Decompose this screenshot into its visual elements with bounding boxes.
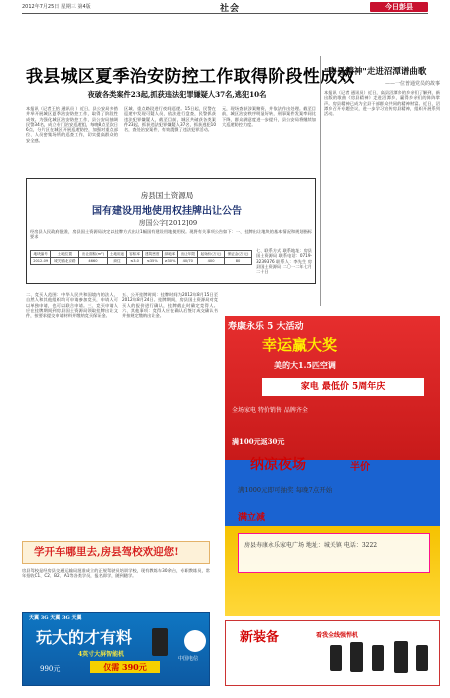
phone-image [372, 645, 384, 671]
table-cell: 400 [198, 258, 225, 265]
right-story-title: "房县精神"走进沼潭谱曲歌 [324, 67, 427, 77]
ad-gift: 满立减 [238, 513, 266, 523]
table-cell: 80 [225, 258, 252, 265]
china-telecom-label: 中国电信 [178, 656, 199, 662]
column-divider [320, 56, 321, 306]
table-cell: ≤35% [142, 258, 162, 265]
page-header [22, 0, 428, 14]
phone-ad-subtitle: 看我全线强悍机 [316, 632, 359, 639]
phone-image [350, 642, 363, 672]
paper-logo: 今日彭县 [370, 2, 428, 12]
notice-intro: 经房县人民政府批准，房县国土资源局决定以挂牌方式出让1幅国有建设用地使用权。现将有关事项公告如下：一、挂牌出让地块的基本情况和规划指标要求 [30, 229, 312, 240]
table-header-cell: 绿地率 [162, 251, 178, 258]
ad-top-text: 寿康永乐 5 大活动 [228, 322, 304, 332]
driving-school-body: 房县驾校是经房县交通运输局批准成立的正规驾驶员培训学校，现有教练车30余台，专职教练员，常年招收C1、C2、B2、A1等各类学员，报名即学，随到随学。 [22, 568, 210, 579]
table-header-cell: 容积率 [127, 251, 143, 258]
ad-half-price: 半价 [350, 462, 370, 473]
table-header-cell: 保证金(万元) [225, 251, 252, 258]
table-cell: ≤3.0 [127, 258, 143, 265]
table-cell: 40/70 [178, 258, 198, 265]
phone-image [394, 641, 408, 673]
table-header-cell: 地块编号 [31, 251, 51, 258]
main-story-col2: 区域、重点路段进行夜间巡逻。15日起，民警在巡逻中发现可疑人员，依法进行盘查，民警抓获违法犯罪嫌疑人，截至目前，城区共破获各类案件23起，抓获违法犯罪嫌疑人37名，抓获逃犯10名，查处治安案件，有效震慑了违法犯罪活动。 [124, 106, 216, 133]
phone-image [152, 628, 168, 656]
ad-item-1: 全场家电 特价销售 品牌齐全 [232, 407, 308, 414]
notice-code: 房国公字[2012]09 [138, 219, 198, 227]
issue-date: 2012年7月25日 星期三 第4版 [22, 4, 91, 10]
table-cell: 4660 [79, 258, 107, 265]
ad-mid-banner: 家电 最低价 5周年庆 [262, 378, 424, 396]
table-cell: 2012-09 [31, 258, 51, 265]
table-header-cell: 出让年限 [178, 251, 198, 258]
main-subhead: 夜破各类案件23起,抓获违法犯罪嫌疑人37名,逃犯10名 [87, 90, 267, 99]
table-header-cell: 建筑密度 [142, 251, 162, 258]
section-title: 社会 [220, 4, 241, 14]
ad-item-2: 满100元返30元 [232, 437, 285, 446]
table-header-cell: 出让面积(m²) [79, 251, 107, 258]
land-table [30, 250, 252, 265]
table-header-cell: 土地位置 [51, 251, 79, 258]
right-story-body: 本报讯（记者 通讯员）近日，高县沼潭乡的乡亲们了解到，新出版的歌曲《房县精神》走进沼潭乡，赢得乡亲们的阵阵掌声。房县精神已成为全县干部群众共同的精神财富。近日，沼潭乡召开专题会议，进一步学习宣传房县精神，组织开展系列活动。 [324, 90, 440, 117]
driving-school-headline: 学开车哪里去,房县驾校欢迎您! [34, 546, 179, 558]
right-story-sub: ——一位普通党员的故事 [384, 81, 440, 87]
ad-board [238, 533, 430, 573]
table-row [31, 258, 252, 265]
main-story-col1: 本报讯（记者王怡 通讯员 ）近日，县公安局多措并举开展城区夏季治安防控工作，取得了阶段性成效。为强化城区治安防控工作，县公安局抽调民警34名，成立专门治安巡逻组，每晚8点至次日6点，分片区在城区开展巡逻防控，加强对重点部位、人员密集场所的巡查工作，切实提高群众的安全感。 [26, 106, 118, 143]
main-story-col3: 元，现场查获涉案赌资，并依法作出处理。截至目前，城区治安秩序明显好转，刑事案件发案率同比下降，群众满意度进一步提升，县公安局将继续加大巡逻防控力度。 [222, 106, 316, 127]
telecom-brand: 天翼 3G 天翼 3G 天翼 [29, 615, 82, 621]
notice-body-left: 二、竞买人范围：中华人民共和国境内的法人、自然人和其他组织均可申请参加竞买，申请人可以单独申请，也可以联合申请。三、竞买申请人应在挂牌期间到房县国土资源局领取挂牌出让文件，按要求提交申请材料并缴纳竞买保证金。 [26, 292, 118, 319]
ad-coupon: 满1000元即可抽奖 每晚7点开始 [238, 486, 333, 494]
notice-right-text: 七、联系方式 联系地址：房县国土资源局 联系电话：0719-3239376 联系人：李先生 房县国土资源局 二〇一二年七月二十日 [256, 248, 312, 275]
ad-main-text: 幸运赢大奖 [262, 336, 338, 354]
table-cell: ≥30% [162, 258, 178, 265]
phone-image [330, 645, 342, 671]
phone-image [416, 645, 428, 671]
ad-night-text: 纳凉夜场 [250, 457, 306, 473]
table-row [31, 251, 252, 258]
telecom-price-right: 仅需 390元 [90, 661, 160, 673]
main-headline: 我县城区夏季治安防控工作取得阶段性成效 [26, 67, 355, 87]
telecom-subtitle: 4英寸大屏智能机 [78, 651, 125, 658]
notice-title: 国有建设用地使用权挂牌出让公告 [92, 206, 242, 217]
notice-issuer: 房县国土资源局 [140, 191, 194, 200]
notice-body-mid: 五、公开挂牌时间：挂牌时间为2012年8月15日至2012年8月24日。挂牌期间，房县国土资源局对竞买人的报价进行确认，挂牌截止时确定竞得人。六、其他事项：竞得人应在确认后签订成交确认书并按规定缴纳出让金。 [122, 292, 218, 319]
table-cell: 商住 [107, 258, 127, 265]
china-telecom-logo-icon [184, 630, 206, 652]
telecom-price-left: 990元 [40, 665, 61, 673]
phone-ad-title: 新装备 [240, 630, 280, 645]
ad-free-text: 美的大1.5匹空调 [274, 360, 336, 370]
table-cell: 城关镇北京路 [51, 258, 79, 265]
ad-board-text: 房县寿康永乐家电广场 地址：城关镇 电话：3222 [244, 542, 378, 549]
table-header-cell: 土地用途 [107, 251, 127, 258]
telecom-slogan: 玩大的才有料 [36, 628, 133, 647]
table-header-cell: 起始价(万元) [198, 251, 225, 258]
